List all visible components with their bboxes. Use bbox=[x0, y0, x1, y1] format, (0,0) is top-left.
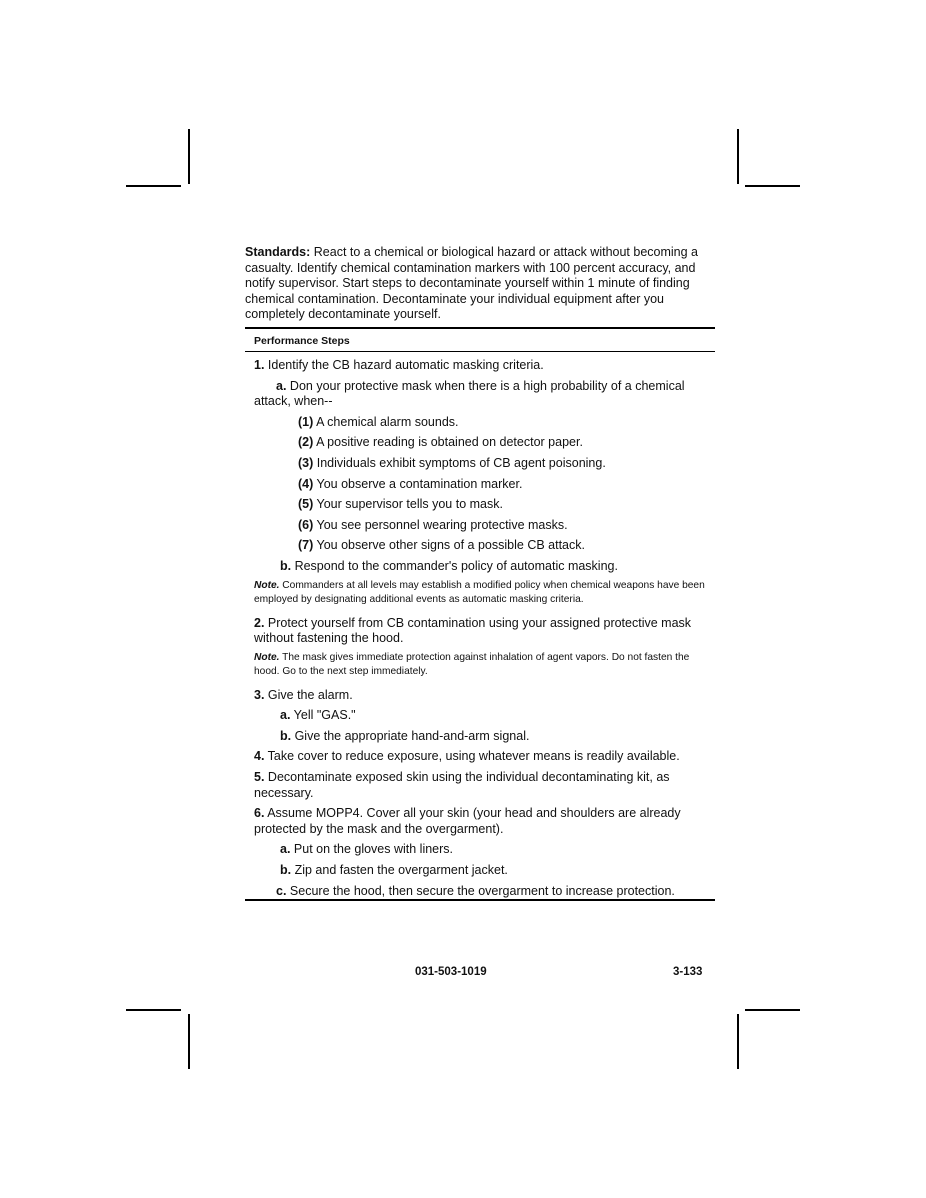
standards-paragraph bbox=[245, 245, 715, 323]
step-3 bbox=[254, 688, 715, 704]
step-2 bbox=[254, 616, 715, 647]
step-number: (6) bbox=[298, 517, 314, 532]
performance-steps bbox=[245, 352, 715, 899]
step-text: Your supervisor tells you to mask. bbox=[313, 497, 503, 512]
step-number: b. bbox=[280, 728, 292, 743]
step-text: Respond to the commander's policy of automatic masking. bbox=[291, 558, 618, 573]
step-text: Take cover to reduce exposure, using whatever means is readily available. bbox=[264, 749, 680, 764]
standards-label: Standards: bbox=[245, 245, 311, 259]
note-2 bbox=[254, 651, 715, 679]
step-number: 1. bbox=[254, 357, 265, 372]
step-text: You observe other signs of a possible CB attack. bbox=[313, 538, 585, 553]
step-text: Individuals exhibit symptoms of CB agent poisoning. bbox=[313, 455, 606, 470]
note-text: The mask gives immediate protection against inhalation of agent vapors. Do not fasten the hood. Go to the next step immediately. bbox=[254, 651, 690, 677]
step-1a-3 bbox=[254, 456, 715, 472]
step-number: a. bbox=[280, 842, 291, 857]
step-number: (4) bbox=[298, 476, 314, 491]
crop-mark-tr-horizontal bbox=[745, 185, 800, 187]
step-text: Zip and fasten the overgarment jacket. bbox=[291, 863, 508, 878]
step-text: Yell "GAS." bbox=[290, 708, 356, 723]
step-5 bbox=[254, 770, 715, 801]
step-6c bbox=[254, 884, 715, 900]
step-6 bbox=[254, 806, 715, 837]
step-3a bbox=[254, 708, 715, 724]
note-1 bbox=[254, 579, 715, 607]
step-4 bbox=[254, 749, 715, 765]
note-text: Commanders at all levels may establish a modified policy when chemical weapons have been employed by designating additional events as automatic masking criteria. bbox=[254, 579, 705, 605]
step-text: A positive reading is obtained on detector paper. bbox=[313, 435, 583, 450]
step-text: You observe a contamination marker. bbox=[313, 476, 523, 491]
step-3b bbox=[254, 729, 715, 745]
step-text: You see personnel wearing protective masks. bbox=[313, 517, 568, 532]
step-text: Decontaminate exposed skin using the individual decontaminating kit, as necessary. bbox=[254, 770, 670, 800]
step-number: c. bbox=[276, 883, 287, 898]
crop-mark-bl-vertical bbox=[188, 1014, 190, 1069]
step-text: Protect yourself from CB contamination using your assigned protective mask without fastening the hood. bbox=[254, 615, 692, 646]
step-number: (7) bbox=[298, 538, 314, 553]
step-text: Identify the CB hazard automatic masking criteria. bbox=[264, 357, 544, 372]
step-number: (5) bbox=[298, 497, 314, 512]
step-number: a. bbox=[280, 708, 291, 723]
step-number: (2) bbox=[298, 435, 314, 450]
crop-mark-tr-vertical bbox=[737, 129, 739, 184]
step-text: Give the appropriate hand-and-arm signal. bbox=[291, 728, 530, 743]
step-number: 3. bbox=[254, 687, 265, 702]
step-number: b. bbox=[280, 558, 292, 573]
step-1 bbox=[254, 358, 715, 374]
bottom-divider bbox=[245, 899, 715, 901]
step-text: Secure the hood, then secure the overgarment to increase protection. bbox=[286, 883, 675, 898]
step-text: Give the alarm. bbox=[264, 687, 353, 702]
crop-mark-bl-horizontal bbox=[126, 1009, 181, 1011]
step-1a bbox=[254, 379, 715, 410]
note-label: Note. bbox=[254, 651, 280, 663]
step-text: Assume MOPP4. Cover all your skin (your head and shoulders are already protected by the mask and the overgarment). bbox=[254, 806, 681, 836]
step-number: 6. bbox=[254, 806, 265, 821]
task-number: 031-503-1019 bbox=[415, 966, 487, 978]
step-6b bbox=[254, 863, 715, 879]
step-1b bbox=[254, 559, 715, 575]
step-text: A chemical alarm sounds. bbox=[313, 414, 459, 429]
step-number: 5. bbox=[254, 770, 265, 785]
step-number: b. bbox=[280, 863, 292, 878]
step-number: (3) bbox=[298, 455, 314, 470]
step-1a-2 bbox=[254, 435, 715, 451]
step-text: Don your protective mask when there is a high probability of a chemical attack, when-- bbox=[254, 378, 685, 409]
step-1a-7 bbox=[254, 538, 715, 554]
step-text: Put on the gloves with liners. bbox=[290, 842, 454, 857]
step-number: a. bbox=[276, 378, 287, 393]
step-1a-5 bbox=[254, 497, 715, 513]
step-number: (1) bbox=[298, 414, 314, 429]
step-1a-6 bbox=[254, 518, 715, 534]
step-1a-1 bbox=[254, 415, 715, 431]
crop-mark-br-horizontal bbox=[745, 1009, 800, 1011]
crop-mark-tl-horizontal bbox=[126, 185, 181, 187]
step-number: 2. bbox=[254, 615, 265, 630]
step-6a bbox=[254, 842, 715, 858]
page-content bbox=[245, 245, 715, 901]
standards-text: React to a chemical or biological hazard or attack without becoming a casualty. Identify chemical contamination markers with 100 percent accuracy, and notify supervisor. Start steps to decontaminate yourself within 1 minute of finding chemical contamination. Decontaminate your individual equipment after you completely decontaminate yourself. bbox=[245, 245, 698, 322]
crop-mark-br-vertical bbox=[737, 1014, 739, 1069]
crop-mark-tl-vertical bbox=[188, 129, 190, 184]
step-1a-4 bbox=[254, 477, 715, 493]
note-label: Note. bbox=[254, 579, 280, 591]
step-number: 4. bbox=[254, 749, 265, 764]
performance-steps-heading: Performance Steps bbox=[254, 334, 350, 347]
page-number: 3-133 bbox=[673, 966, 703, 978]
